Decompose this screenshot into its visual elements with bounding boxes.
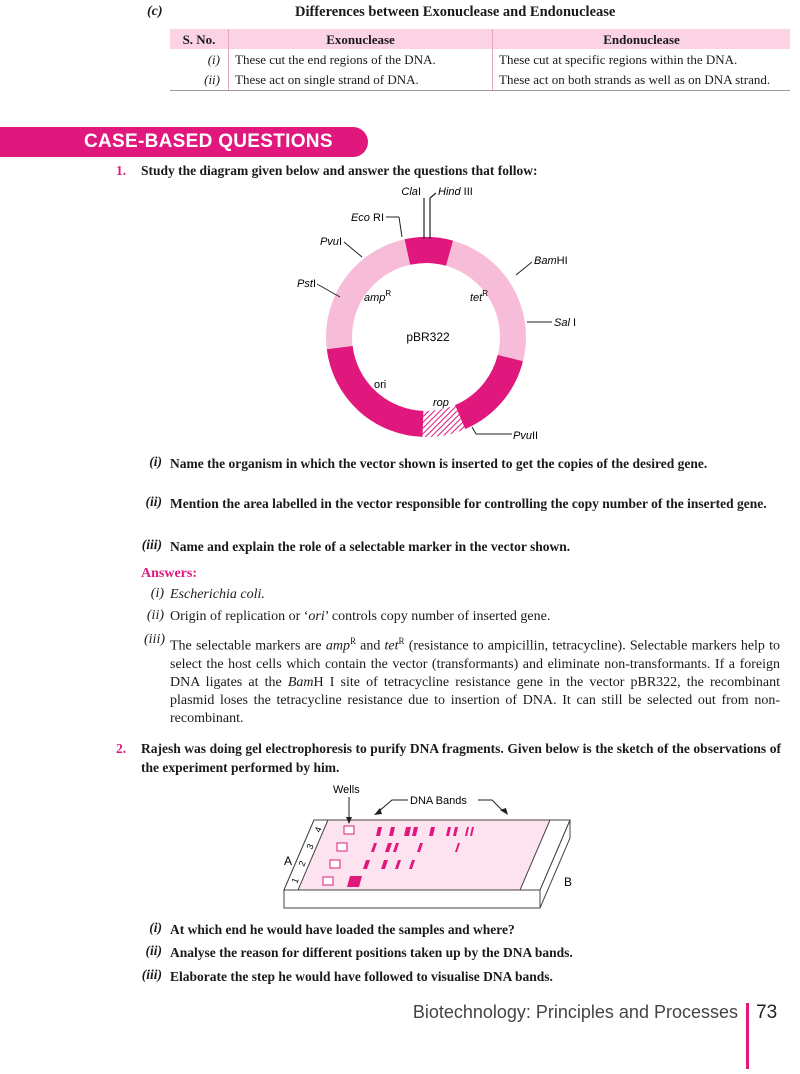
- dna-bands-label: DNA Bands: [410, 795, 467, 807]
- ori-label: ori: [374, 379, 387, 391]
- q2-sub-text: Elaborate the step he would have followed to visualise DNA bands.: [170, 969, 553, 984]
- rop-region: [460, 358, 510, 417]
- section-label: (c): [147, 4, 163, 19]
- bam-label: BamHI: [534, 255, 568, 267]
- wells-label: Wells: [333, 784, 360, 796]
- rop-label: rop: [433, 397, 449, 409]
- gel-diagram: [270, 780, 590, 915]
- well: [330, 860, 340, 868]
- lane-number: 1: [289, 876, 301, 885]
- rop-hatched: [423, 417, 460, 424]
- pvuii-label: PvuII: [513, 430, 539, 442]
- q2-sub-num: (i): [149, 920, 162, 935]
- q2-number: 2.: [116, 741, 127, 756]
- hind-label: Hind III: [438, 186, 473, 198]
- q1-number: 1.: [116, 163, 127, 178]
- tet-label: tet$^R$: [470, 289, 489, 304]
- q1-sub-num: (i): [149, 454, 162, 469]
- footer-chapter-title: Biotechnology: Principles and Processes: [412, 1002, 738, 1022]
- case-based-banner: CASE-BASED QUESTIONS: [0, 127, 368, 157]
- well: [323, 877, 333, 885]
- answers-label: Answers:: [141, 566, 197, 581]
- row-exo: These cut the end regions of the DNA.: [229, 49, 493, 69]
- end-a-label: A: [284, 854, 293, 868]
- q1-sub-text: Name the organism in which the vector shown is inserted to get the copies of the desired gene.: [170, 456, 708, 471]
- q1-text: Study the diagram given below and answer the questions that follow:: [141, 163, 538, 178]
- header-endonuclease: Endonuclease: [493, 29, 791, 49]
- lane-number: 4: [312, 825, 324, 834]
- row-sno: (i): [170, 49, 229, 69]
- q1-sub-num: (ii): [145, 494, 162, 509]
- row-endo: These cut at specific regions within the DNA.: [499, 52, 738, 67]
- gel-front: [284, 890, 540, 908]
- lane-number: 3: [304, 842, 316, 851]
- answer-1: Escherichia coli.: [170, 587, 265, 602]
- header-exonuclease: Exonuclease: [229, 29, 493, 49]
- end-b-label: B: [564, 875, 573, 889]
- lane-number: 2: [296, 859, 308, 868]
- q2-sub-text: Analyse the reason for different positions taken up by the DNA bands.: [170, 945, 573, 960]
- table-header-row: [170, 29, 790, 49]
- ecori-region: [407, 250, 449, 253]
- sal-label: Sal I: [554, 317, 577, 329]
- answer-2: Origin of replication or ‘ori’ controls copy number of inserted gene.: [170, 609, 551, 624]
- answer-3: The selectable markers are amp$^R$ and tet$^R$ (resistance to ampicillin, tetracycline). Selectable markers help to select the host cells which contain the vector (transformants) and eliminate non-transformants. If a foreign DNA ligates at the BamH I site of tetracycline resistance gene in the vector pBR322, the recombinant plasmid loses the tetracycline resistance due to insertion of DNA. It can still be selected out from non-recombinant.: [170, 636, 780, 726]
- row-endo: These act on both strands as well as on DNA strand.: [493, 69, 791, 91]
- differences-table: [170, 29, 790, 91]
- eco-label: Eco RI: [350, 212, 384, 224]
- footer-divider: [746, 1003, 749, 1069]
- q1-sub-num: (iii): [141, 537, 162, 552]
- table-row: [170, 69, 790, 91]
- answer-num: (i): [150, 586, 164, 601]
- pst-label: PstI: [297, 278, 316, 290]
- table-title: Differences between Exonuclease and Endonuclease: [295, 4, 616, 20]
- q2-sub-text: At which end he would have loaded the samples and where?: [170, 922, 515, 937]
- table-row: [170, 49, 790, 69]
- plasmid-name: pBR322: [406, 330, 450, 344]
- cla-label: ClaI: [401, 186, 421, 198]
- pvui-label: PvuI: [319, 236, 342, 248]
- row-sno: (ii): [170, 69, 229, 91]
- q2-sub-num: (ii): [145, 943, 162, 958]
- answer-num: (ii): [146, 608, 164, 623]
- page-number: 73: [756, 1002, 778, 1023]
- well: [344, 826, 354, 834]
- well: [337, 843, 347, 851]
- q1-sub-text: Mention the area labelled in the vector responsible for controlling the copy number of the inserted gene.: [170, 496, 767, 511]
- q1-sub-text: Name and explain the role of a selectable marker in the vector shown.: [170, 539, 571, 554]
- q2-sub-num: (iii): [141, 967, 162, 982]
- plasmid-diagram: [280, 180, 600, 450]
- answer-num: (iii): [144, 632, 165, 647]
- row-exo: These act on single strand of DNA.: [229, 69, 493, 91]
- amp-label: amp$^R$: [364, 289, 392, 304]
- q2-text: Rajesh was doing gel electrophoresis to purify DNA fragments. Given below is the sketch of the observations of the experiment performed by him.: [141, 741, 781, 775]
- header-sno: S. No.: [170, 29, 229, 49]
